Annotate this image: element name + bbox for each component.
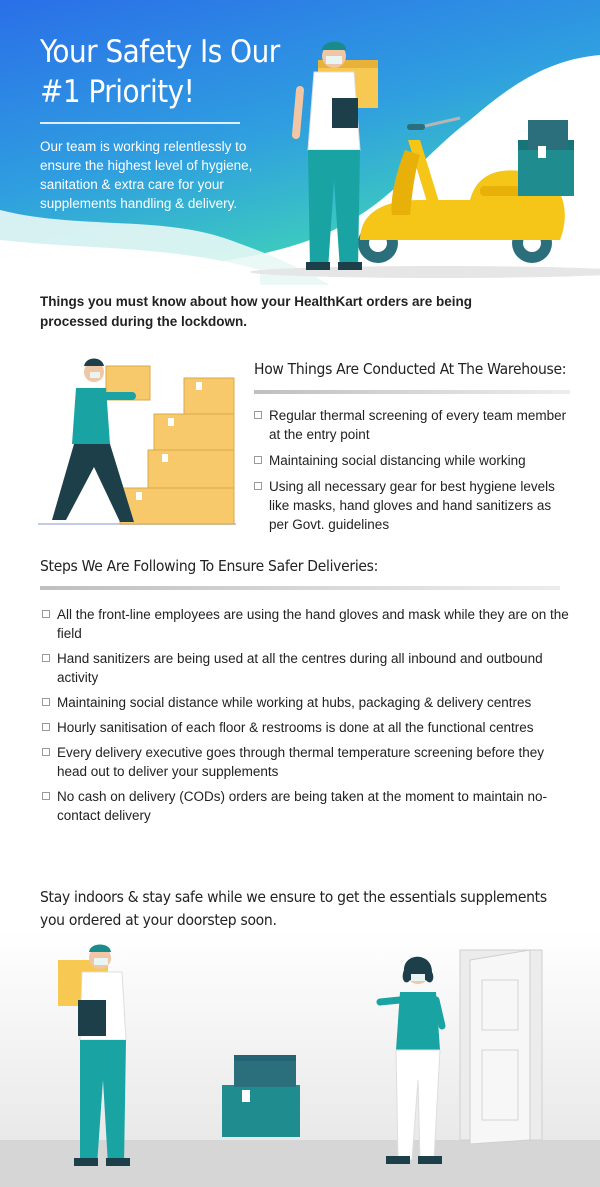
list-item: Hand sanitizers are being used at all the centres during all inbound and outbound activity <box>42 649 572 687</box>
list-item: Maintaining social distancing while working <box>254 451 574 470</box>
hero-subtitle: Our team is working relentlessly to ensure the highest level of hygiene, sanitation & extra care for your supplements handling & delivery. <box>40 139 253 211</box>
checkbox-icon <box>42 748 50 756</box>
checkbox-icon <box>254 456 262 464</box>
warehouse-worker-illustration <box>36 352 241 532</box>
doorstep-delivery-illustration <box>0 930 600 1187</box>
checkbox-icon <box>42 792 50 800</box>
checkbox-icon <box>42 698 50 706</box>
list-item: Every delivery executive goes through thermal temperature screening before they head out to deliver your supplements <box>42 743 572 781</box>
list-item: Maintaining social distance while working at hubs, packaging & delivery centres <box>42 693 572 712</box>
package-boxes-icon <box>518 120 574 196</box>
delivery-section-title: Steps We Are Following To Ensure Safer Deliveries: <box>40 557 379 575</box>
checkbox-icon <box>254 411 262 419</box>
list-item: No cash on delivery (CODs) orders are being taken at the moment to maintain no-contact delivery <box>42 787 572 825</box>
delivery-list <box>42 605 572 831</box>
closing-text: Stay indoors & stay safe while we ensure to get the essentials supplements you ordered at your doorstep soon. <box>40 888 547 929</box>
warehouse-divider <box>254 390 570 394</box>
warehouse-list <box>254 406 574 541</box>
checkbox-icon <box>42 610 50 618</box>
checkbox-icon <box>42 723 50 731</box>
list-item: Hourly sanitisation of each floor & restrooms is done at all the functional centres <box>42 718 572 737</box>
list-item: Regular thermal screening of every team member at the entry point <box>254 406 574 444</box>
list-item: All the front-line employees are using the hand gloves and mask while they are on the field <box>42 605 572 643</box>
checkbox-icon <box>254 482 262 490</box>
delivery-divider <box>40 586 560 590</box>
list-item: Using all necessary gear for best hygiene levels like masks, hand gloves and hand sanitizers as per Govt. guidelines <box>254 477 574 534</box>
intro-text: Things you must know about how your HealthKart orders are being processed during the lockdown. <box>40 294 473 329</box>
hero-title: Your Safety Is Our #1 Priority! <box>40 34 280 110</box>
checkbox-icon <box>42 654 50 662</box>
door-icon <box>460 950 542 1144</box>
hero-banner <box>0 0 600 285</box>
warehouse-section-title: How Things Are Conducted At The Warehouse: <box>254 360 567 378</box>
delivery-scooter-illustration <box>0 0 600 285</box>
